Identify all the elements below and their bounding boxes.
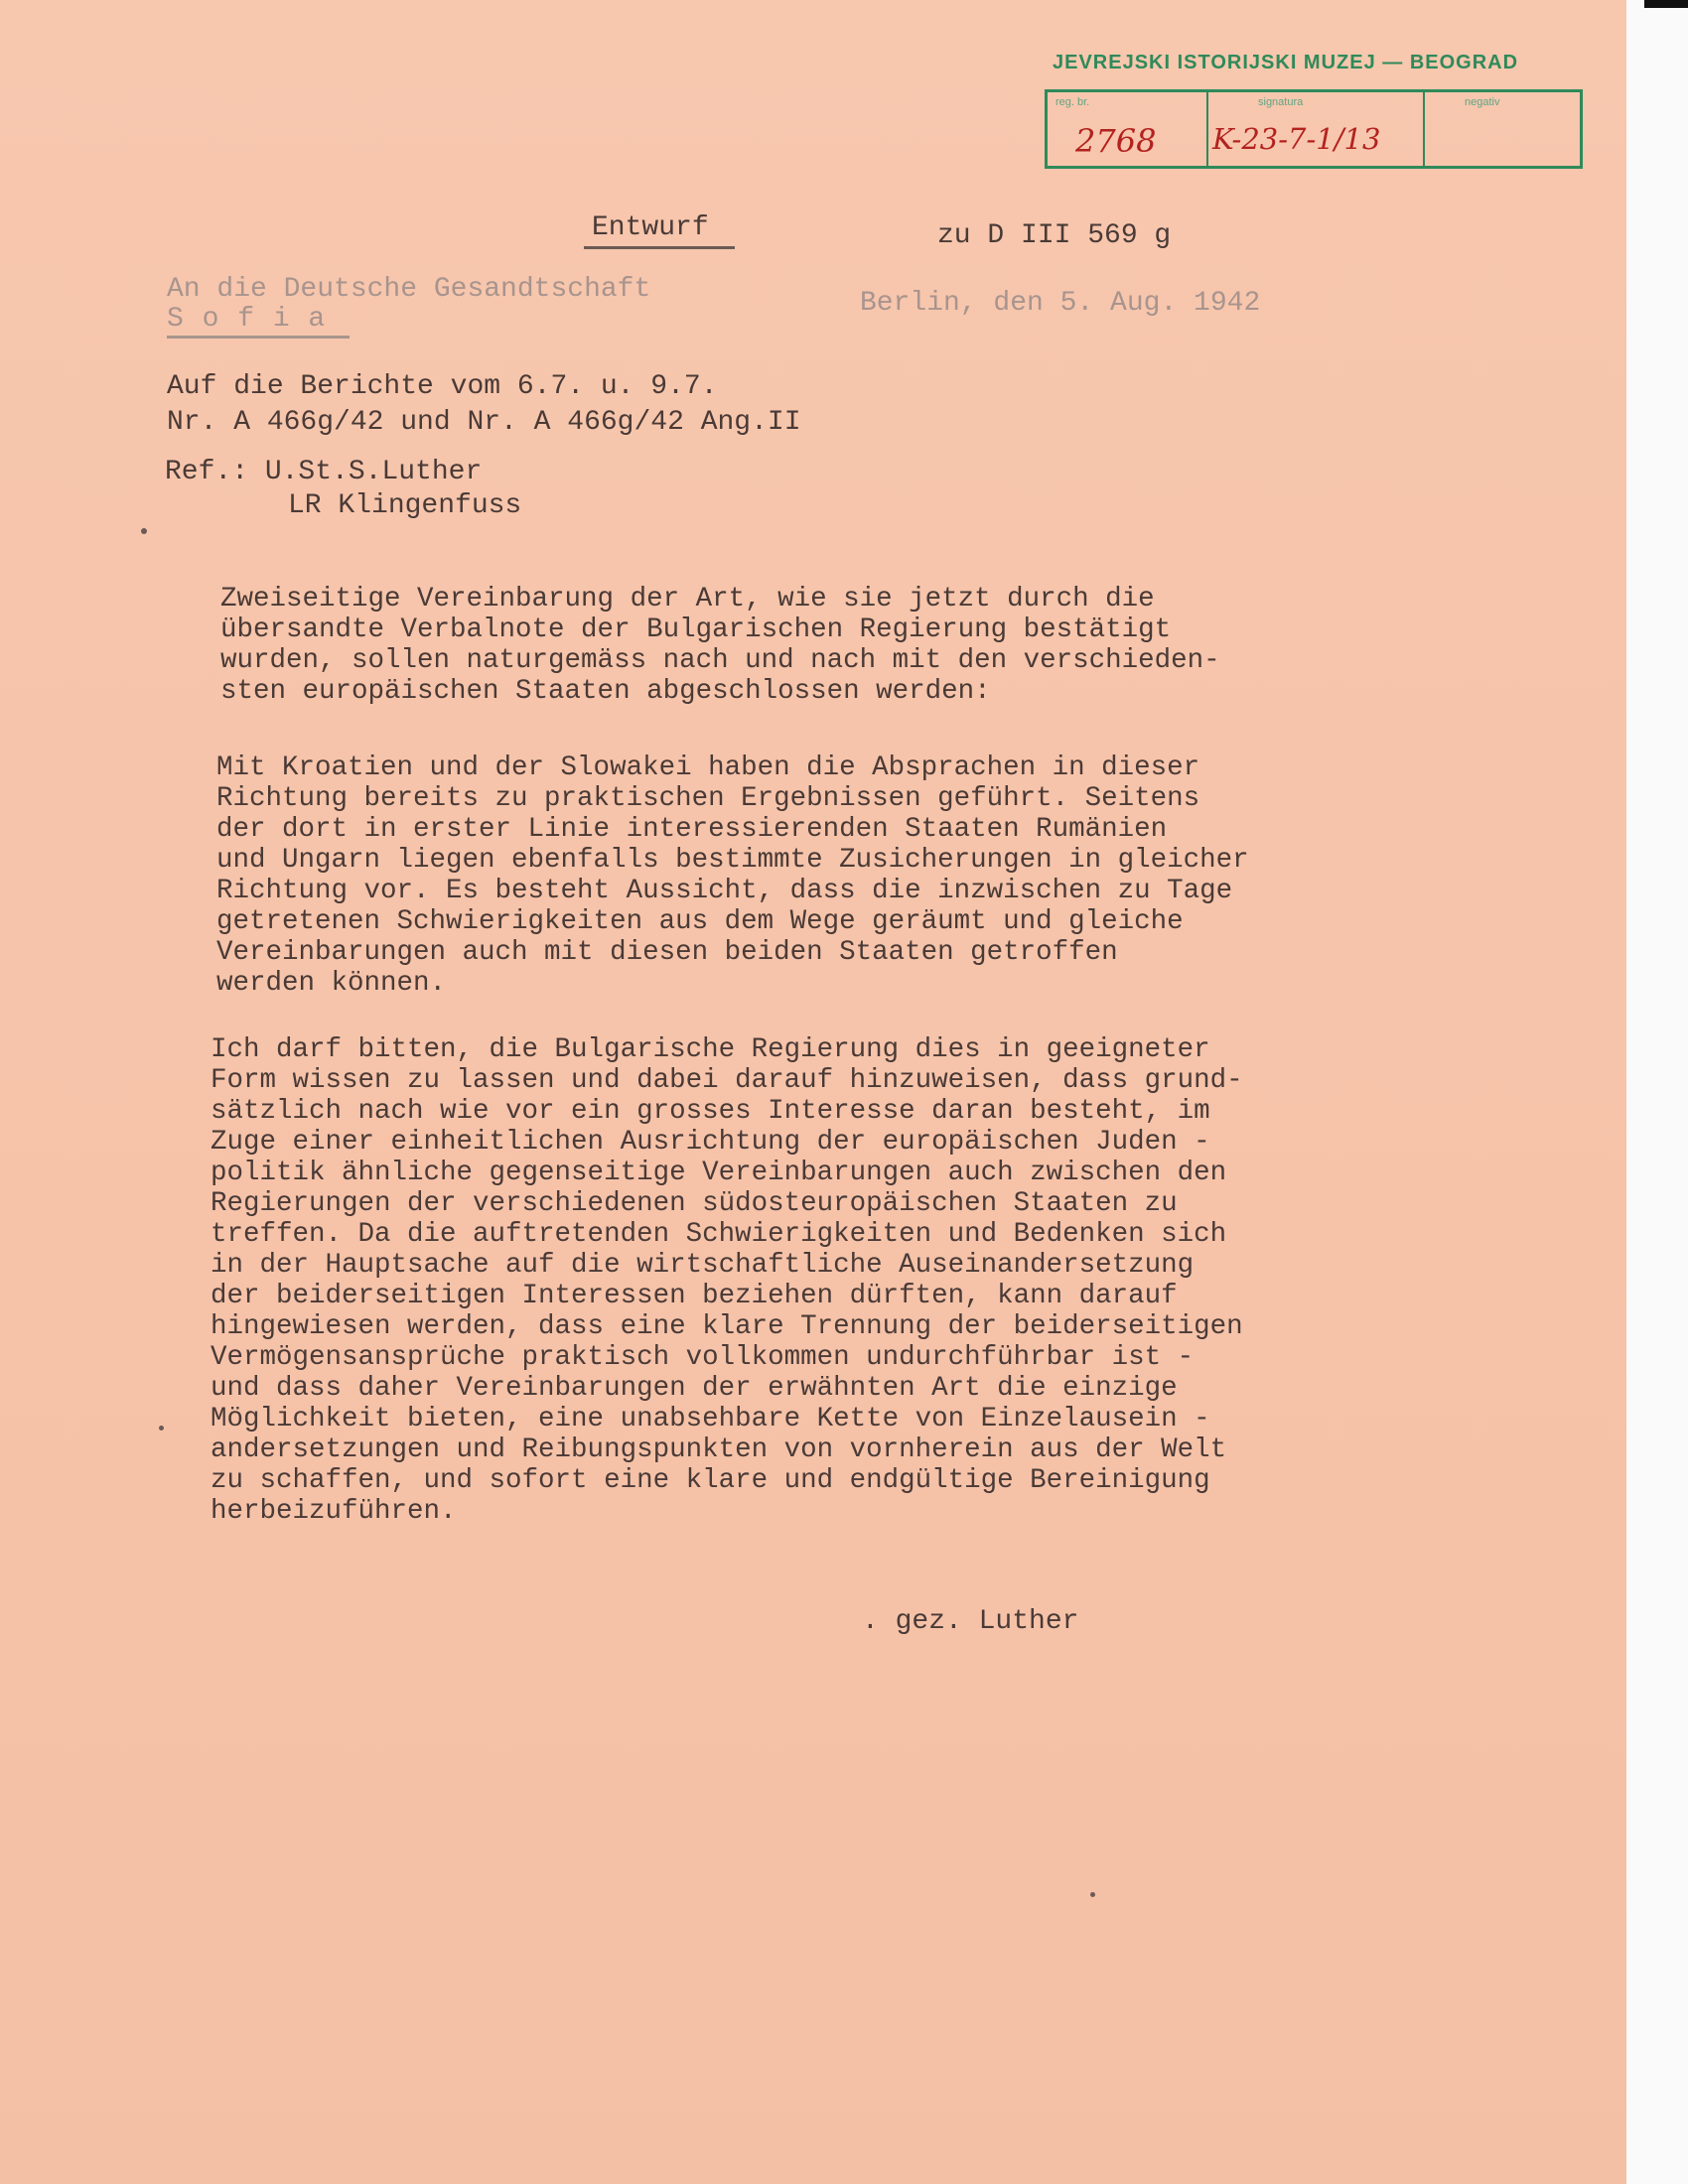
stamp-signature-number: K-23-7-1/13 bbox=[1212, 122, 1381, 156]
body-line: Vereinbarungen auch mit diesen beiden Staaten getroffen bbox=[216, 937, 1118, 968]
stamp-registry-number: 2768 bbox=[1075, 122, 1157, 160]
ref-line-1: Ref.: U.St.S.Luther bbox=[165, 457, 483, 487]
addressee-city-underline bbox=[167, 336, 350, 339]
heading-underline bbox=[584, 246, 735, 249]
place-date: Berlin, den 5. Aug. 1942 bbox=[860, 288, 1261, 319]
stamp-cell-negative bbox=[1425, 92, 1580, 166]
body-line: Zuge einer einheitlichen Ausrichtung der europäischen Juden - bbox=[211, 1127, 1210, 1158]
body-line: Richtung vor. Es besteht Aussicht, dass die inzwischen zu Tage bbox=[216, 876, 1233, 906]
addressee-line: An die Deutsche Gesandtschaft bbox=[167, 274, 651, 305]
body-line: der beiderseitigen Interessen beziehen dürften, kann darauf bbox=[211, 1281, 1178, 1311]
margin-dot bbox=[141, 528, 147, 534]
body-line: politik ähnliche gegenseitige Vereinbarungen auch zwischen den bbox=[211, 1158, 1227, 1188]
reports-line-1: Auf die Berichte vom 6.7. u. 9.7. bbox=[167, 371, 718, 402]
body-line: Mit Kroatien und der Slowakei haben die Absprachen in dieser bbox=[216, 752, 1200, 783]
body-line: herbeizuführen. bbox=[211, 1496, 457, 1527]
body-line: Möglichkeit bieten, eine unabsehbare Kette von Einzelausein - bbox=[211, 1404, 1210, 1434]
body-line: Zweiseitige Vereinbarung der Art, wie sie jetzt durch die bbox=[220, 584, 1155, 614]
body-line: getretenen Schwierigkeiten aus dem Wege geräumt und gleiche bbox=[216, 906, 1184, 937]
body-line: sätzlich nach wie vor ein grosses Interesse daran besteht, im bbox=[211, 1096, 1210, 1127]
signature-line: . gez. Luther bbox=[862, 1606, 1079, 1637]
body-line: treffen. Da die auftretenden Schwierigkeiten und Bedenken sich bbox=[211, 1219, 1227, 1250]
scan-margin bbox=[1626, 0, 1688, 2184]
ref-line-2: LR Klingenfuss bbox=[288, 490, 522, 521]
body-paragraph-1 bbox=[220, 584, 1511, 707]
margin-dot bbox=[159, 1426, 164, 1431]
archive-stamp bbox=[1045, 89, 1583, 169]
reports-line-2: Nr. A 466g/42 und Nr. A 466g/42 Ang.II bbox=[167, 407, 801, 438]
body-line: zu schaffen, und sofort eine klare und endgültige Bereinigung bbox=[211, 1465, 1210, 1496]
body-line: wurden, sollen naturgemäss nach und nach mit den verschieden- bbox=[220, 645, 1220, 676]
body-line: übersandte Verbalnote der Bulgarischen Regierung bestätigt bbox=[220, 614, 1172, 645]
stamp-caption-negative: negativ bbox=[1465, 96, 1500, 108]
addressee-city: S o f i a bbox=[167, 304, 327, 335]
body-line: Ich darf bitten, die Bulgarische Regierung dies in geeigneter bbox=[211, 1034, 1210, 1065]
paper-speck bbox=[1090, 1892, 1095, 1897]
stamp-cell-registry bbox=[1048, 92, 1208, 166]
file-reference: zu D III 569 g bbox=[937, 220, 1172, 251]
body-line: der dort in erster Linie interessierenden Staaten Rumänien bbox=[216, 814, 1168, 845]
archive-stamp-title: JEVREJSKI ISTORIJSKI MUZEJ — BEOGRAD bbox=[1053, 52, 1519, 73]
stamp-cell-signature bbox=[1208, 92, 1425, 166]
body-paragraph-3 bbox=[211, 1034, 1501, 1527]
body-line: hingewiesen werden, dass eine klare Trennung der beiderseitigen bbox=[211, 1311, 1243, 1342]
body-line: andersetzungen und Reibungspunkten von vornherein aus der Welt bbox=[211, 1434, 1227, 1465]
body-line: und Ungarn liegen ebenfalls bestimmte Zusicherungen in gleicher bbox=[216, 845, 1249, 876]
body-line: Regierungen der verschiedenen südosteuropäischen Staaten zu bbox=[211, 1188, 1178, 1219]
body-line: Richtung bereits zu praktischen Ergebnissen geführt. Seitens bbox=[216, 783, 1200, 814]
stamp-caption-registry: reg. br. bbox=[1055, 96, 1090, 108]
body-paragraph-2 bbox=[216, 752, 1507, 999]
stamp-caption-signature: signatura bbox=[1258, 96, 1304, 108]
body-line: sten europäischen Staaten abgeschlossen werden: bbox=[220, 676, 991, 707]
body-line: Vermögensansprüche praktisch vollkommen undurchführbar ist - bbox=[211, 1342, 1195, 1373]
body-line: in der Hauptsache auf die wirtschaftliche Auseinandersetzung bbox=[211, 1250, 1195, 1281]
scan-edge-mark bbox=[1644, 0, 1688, 8]
body-line: Form wissen zu lassen und dabei darauf hinzuweisen, dass grund- bbox=[211, 1065, 1243, 1096]
body-line: werden können. bbox=[216, 968, 447, 999]
heading-entwurf: Entwurf bbox=[592, 212, 709, 243]
body-line: und dass daher Vereinbarungen der erwähnten Art die einzige bbox=[211, 1373, 1178, 1404]
